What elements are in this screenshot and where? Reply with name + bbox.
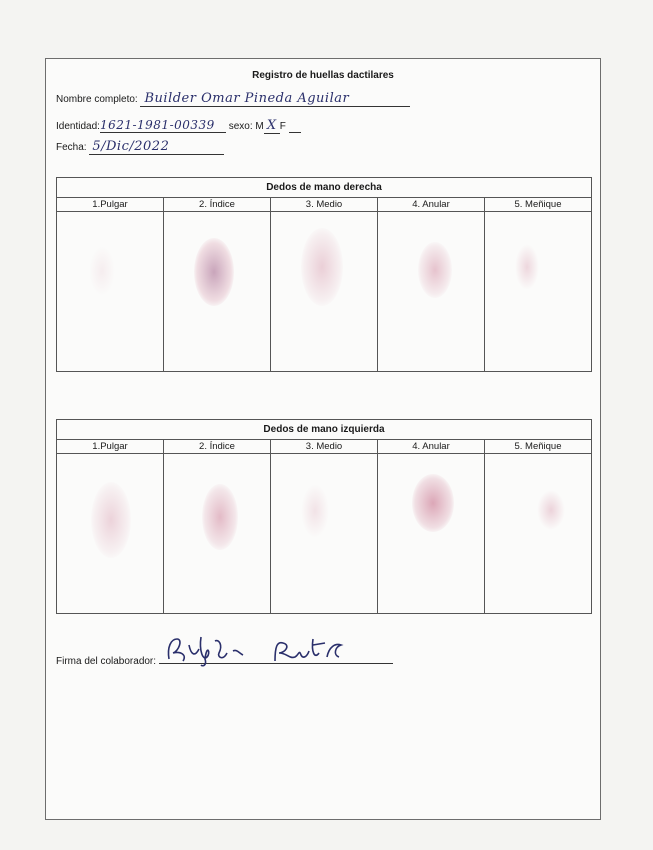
fingerprint-mark (412, 474, 454, 532)
full-name-value: Builder Omar Pineda Aguilar (144, 91, 350, 106)
full-name-field[interactable] (140, 91, 410, 107)
signature-label: Firma del colaborador: (56, 656, 157, 667)
finger-label: 3. Medio (271, 440, 377, 454)
left-hand-table (56, 419, 592, 614)
finger-label: 2. Índice (164, 198, 270, 212)
fingerprint-form (45, 58, 601, 820)
left-index-cell (163, 440, 270, 613)
full-name-label: Nombre completo: (56, 94, 138, 105)
fingerprint-mark (515, 244, 539, 290)
fingerprint-mark (194, 238, 234, 306)
right-ring-cell (377, 198, 484, 371)
right-thumb-cell (57, 198, 163, 371)
left-middle-cell (270, 440, 377, 613)
sex-f-label: F (279, 121, 286, 132)
finger-label: 1.Pulgar (57, 440, 163, 454)
identity-value: 1621-1981-00339 (99, 118, 215, 132)
identity-label: Identidad: (56, 121, 100, 132)
date-field[interactable] (89, 139, 224, 155)
finger-label: 2. Índice (164, 440, 270, 454)
finger-label: 3. Medio (271, 198, 377, 212)
left-little-cell (484, 440, 591, 613)
fingerprint-mark (91, 482, 131, 558)
right-little-cell (484, 198, 591, 371)
sex-m-field[interactable] (264, 118, 280, 134)
left-hand-title: Dedos de mano izquierda (57, 420, 591, 440)
date-label: Fecha: (56, 142, 87, 153)
signature-row (56, 651, 393, 667)
sex-f-field[interactable] (289, 121, 301, 133)
fingerprint-mark (89, 246, 115, 296)
identity-row (56, 118, 301, 134)
finger-label: 1.Pulgar (57, 198, 163, 212)
fingerprint-mark (301, 228, 343, 306)
left-ring-cell (377, 440, 484, 613)
right-hand-title: Dedos de mano derecha (57, 178, 591, 198)
finger-label: 5. Meñique (485, 198, 591, 212)
fingerprint-mark (301, 484, 329, 538)
signature-field[interactable] (159, 651, 393, 664)
fingerprint-mark (537, 490, 565, 530)
date-value: 5/Dic/2022 (92, 139, 170, 154)
sex-label: sexo: M (228, 121, 264, 132)
finger-label: 4. Anular (378, 440, 484, 454)
left-thumb-cell (57, 440, 163, 613)
sex-mark: X (266, 118, 277, 133)
fingerprint-mark (418, 242, 452, 298)
finger-label: 5. Meñique (485, 440, 591, 454)
full-name-row (56, 91, 410, 107)
signature-drawing (163, 631, 363, 667)
fingerprint-mark (202, 484, 238, 550)
finger-label: 4. Anular (378, 198, 484, 212)
right-middle-cell (270, 198, 377, 371)
identity-field[interactable] (100, 118, 226, 133)
right-hand-table (56, 177, 592, 372)
right-index-cell (163, 198, 270, 371)
form-title: Registro de huellas dactilares (252, 70, 394, 81)
date-row (56, 139, 224, 155)
